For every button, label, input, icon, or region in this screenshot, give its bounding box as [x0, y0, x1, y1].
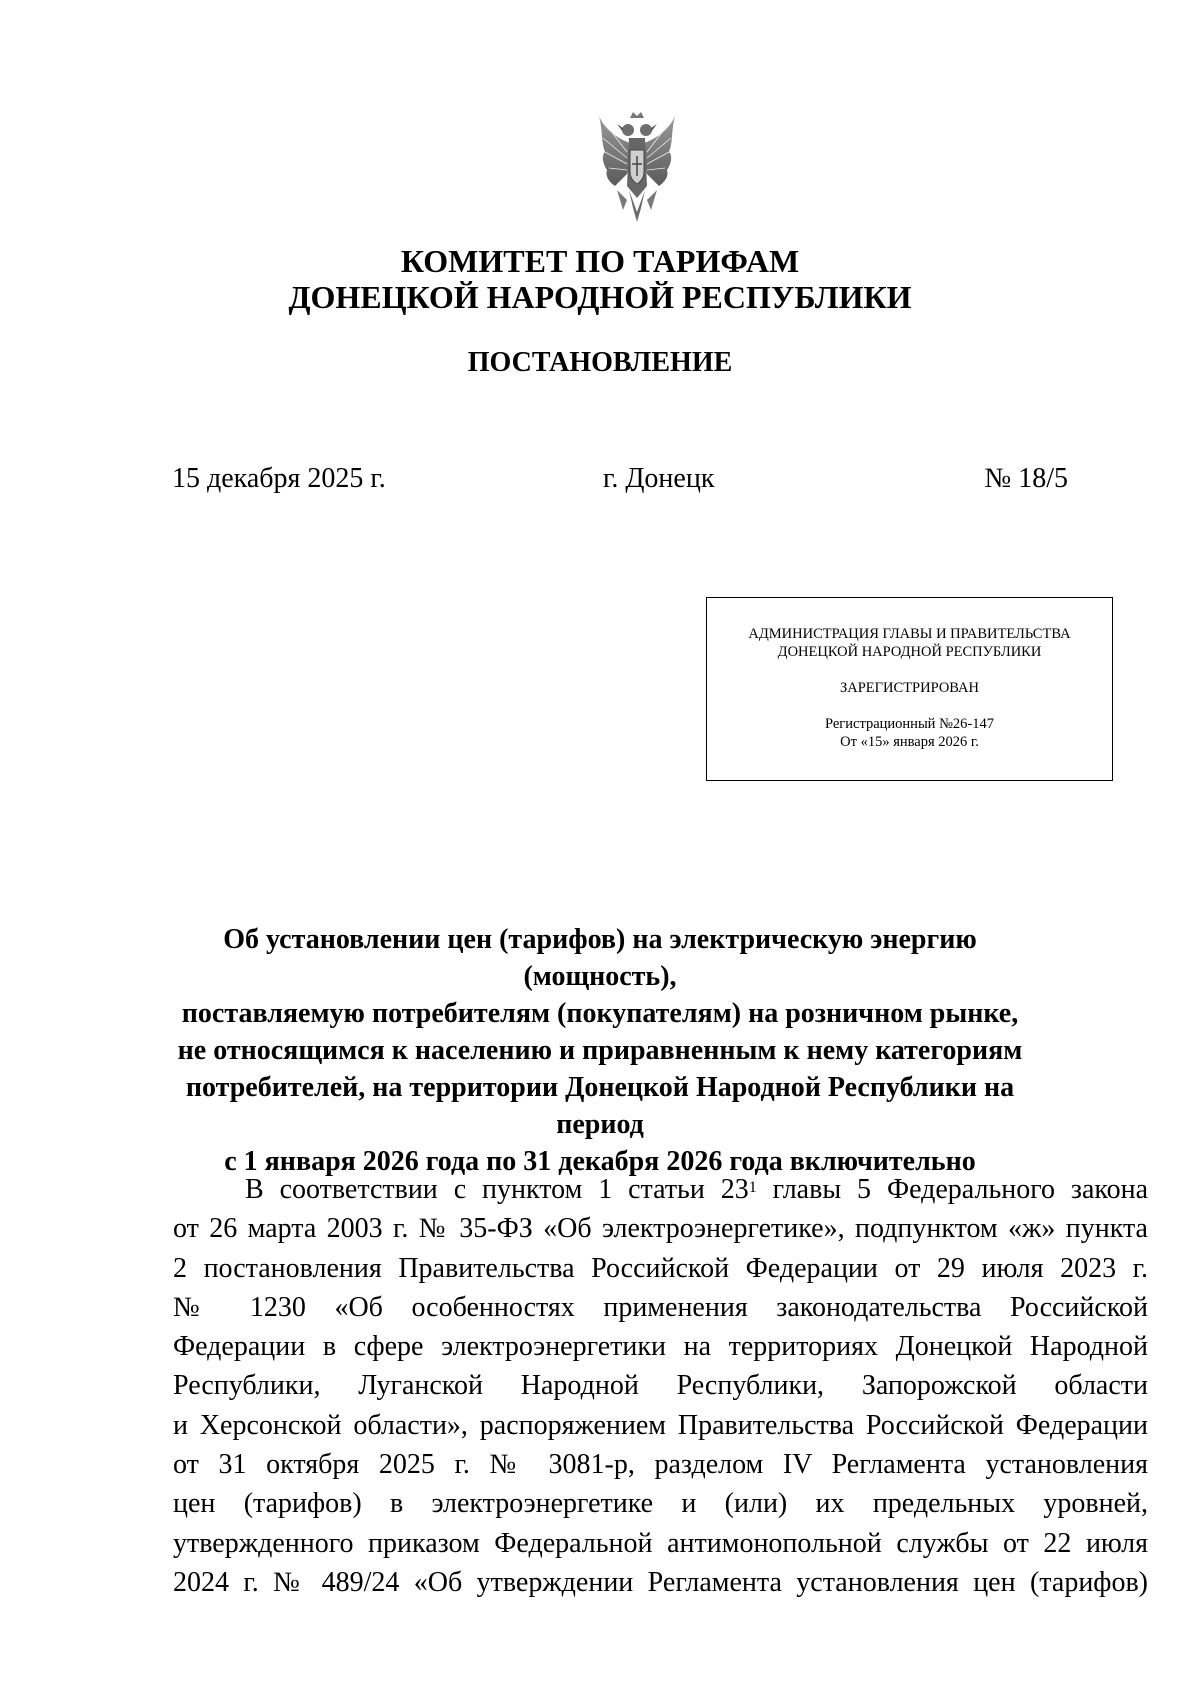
body-paragraph [173, 1170, 1148, 1602]
organization-name-line-2: ДОНЕЦКОЙ НАРОДНОЙ РЕСПУБЛИКИ [288, 279, 912, 315]
organization-name-line-1: КОМИТЕТ ПО ТАРИФАМ [400, 243, 800, 279]
document-title [150, 921, 1050, 1180]
stamp-status: ЗАРЕГИСТРИРОВАН [840, 680, 979, 696]
document-date: 15 декабря 2025 г. [172, 463, 386, 494]
body-line: Республики, Луганской Народной Республики, Запорожской области [173, 1370, 1148, 1402]
body-line: 2024 г. № 489/24 «Об утверждении Регламента установления цен (тарифов) [173, 1566, 1148, 1598]
title-line: не относящимся к населению и приравненным к нему категориям [177, 1035, 1023, 1066]
title-line: Об установлении цен (тарифов) на электрическую энергию (мощность), [223, 924, 977, 992]
coat-of-arms-emblem-icon [597, 112, 677, 232]
body-line: Федерации в сфере электроэнергетики на территориях Донецкой Народной [173, 1331, 1148, 1363]
document-type: ПОСТАНОВЛЕНИЕ [467, 347, 733, 378]
body-line-1-text: В соответствии с пунктом 1 статьи $23^1$ главы 5 Федерального закона [245, 1174, 1148, 1205]
body-line: и Херсонской области», распоряжением Правительства Российской Федерации [173, 1409, 1148, 1441]
superscript: 1 [748, 1179, 757, 1196]
stamp-registration-date: От «15» января 2026 г. [840, 734, 979, 750]
body-line: № 1230 «Об особенностях применения законодательства Российской [173, 1291, 1148, 1323]
body-line: утвержденного приказом Федеральной антимонопольной службы от 22 июля [173, 1527, 1148, 1559]
title-line: с 1 января 2026 года по 31 декабря 2026 года включительно [224, 1146, 976, 1177]
title-line: потребителей, на территории Донецкой Народной Республики на период [185, 1072, 1015, 1140]
document-number: № 18/5 [984, 463, 1068, 494]
stamp-authority-line-1: АДМИНИСТРАЦИЯ ГЛАВЫ И ПРАВИТЕЛЬСТВА [748, 626, 1071, 642]
body-line-1 [173, 1170, 1148, 1209]
document-city: г. Донецк [603, 463, 715, 494]
body-line: от 26 марта 2003 г. № 35-ФЗ «Об электроэнергетике», подпунктом «ж» пункта [173, 1213, 1148, 1245]
body-line: цен (тарифов) в электроэнергетике и (или) их предельных уровней, [173, 1488, 1148, 1520]
title-line: поставляемую потребителям (покупателям) на розничном рынке, [181, 998, 1019, 1029]
stamp-registration-number: Регистрационный №26-147 [825, 716, 994, 732]
stamp-authority-line-2: ДОНЕЦКОЙ НАРОДНОЙ РЕСПУБЛИКИ [777, 644, 1042, 660]
body-line: 2 постановления Правительства Российской Федерации от 29 июля 2023 г. [173, 1252, 1148, 1284]
registration-stamp [706, 597, 1113, 781]
body-line: от 31 октября 2025 г. № 3081-р, разделом IV Регламента установления [173, 1449, 1148, 1481]
